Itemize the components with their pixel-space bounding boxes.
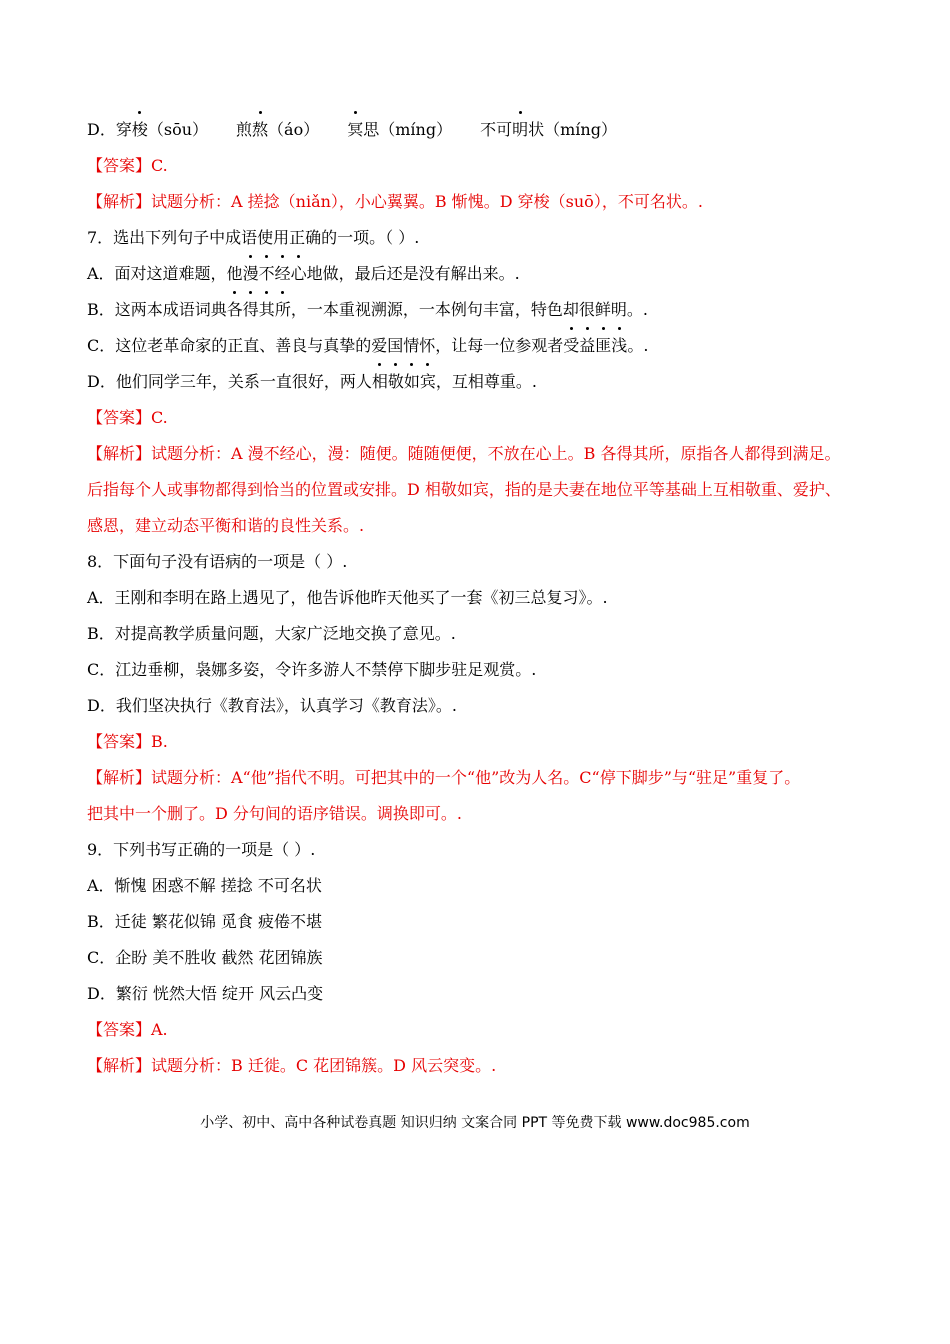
dotted-char: 相 [372,364,388,400]
q9-answer: 【答案】A. [87,1020,168,1039]
option-text: 地做，最后还是没有解出来。. [306,264,520,283]
q7-option-d [87,364,887,400]
pinyin: （áo） [268,120,320,139]
q8-answer: 【答案】B. [87,732,168,751]
dotted-char: 如 [404,364,420,400]
q9-option-d: D．繁衍 恍然大悟 绽开 风云凸变 [87,984,324,1003]
q7-answer: 【答案】C. [87,408,168,427]
q9-option-a: A．惭愧 困惑不解 搓捻 不可名状 [87,876,322,895]
q7-analysis-line-1: 【解析】试题分析：A 漫不经心，漫：随便。随随便便，不放在心上。B 各得其所，原指各人都得到满足。 [87,444,841,463]
dotted-char: 梭 [132,112,148,148]
option-text: C．这位老革命家的正直、善良与真挚的爱国情怀，让每一位参观者 [87,336,564,355]
q8-option-c: C．江边垂柳，袅娜多姿，令许多游人不禁停下脚步驻足观赏。. [87,660,537,679]
option-text: ，一本重视溯源，一本例句丰富，特色却很鲜明。. [290,300,648,319]
dotted-char: 经 [275,256,291,292]
dotted-char: 心 [291,256,307,292]
q8-analysis-line-1: 【解析】试题分析：A“他”指代不明。可把其中的一个“他”改为人名。C“停下脚步”与“驻足”重复了。 [87,768,801,787]
q7-analysis-line-2: 后指每个人或事物都得到恰当的位置或安排。D 相敬如宾，指的是夫妻在地位平等基础上互相敬重、爱护、 [87,480,841,499]
option-text: B．这两本成语词典 [87,300,227,319]
dotted-char: 所 [275,292,291,328]
word-part: 煎 [236,120,253,139]
dotted-char: 不 [259,256,275,292]
q9-option-c: C．企盼 美不胜收 截然 花团锦族 [87,948,323,967]
q7-option-b [87,292,887,328]
dotted-char: 熬 [252,112,268,148]
q6-optd-prefix: D．穿 [87,120,132,139]
q8-option-b: B．对提高教学质量问题，大家广泛地交换了意见。. [87,624,456,643]
q7-option-c [87,328,887,364]
dotted-char: 明 [512,112,528,148]
q8-stem: 8．下面句子没有语病的一项是（ ）. [87,552,348,571]
option-text: A．面对这道难题，他 [87,264,243,283]
option-text: 。. [627,336,649,355]
word-part: 不可 [480,120,513,139]
dotted-char: 宾 [420,364,436,400]
page-footer: 小学、初中、高中各种试卷真题 知识归纳 文案合同 PPT 等免费下载 www.doc985.com [200,1115,750,1131]
dotted-char: 受 [563,328,579,364]
option-text: D．他们同学三年，关系一直很好，两人 [87,372,372,391]
q6-answer: 【答案】C. [87,156,168,175]
dotted-char: 各 [227,292,243,328]
dotted-char: 匪 [595,328,611,364]
q9-option-b: B．迁徒 繁花似锦 觅食 疲倦不堪 [87,912,323,931]
dotted-char: 得 [243,292,259,328]
q6-option-d [87,112,887,148]
q6-analysis: 【解析】试题分析：A 搓捻（niǎn），小心翼翼。B 惭愧。D 穿梭（suō），不可名状。. [87,192,703,211]
word-part: 状（míng） [528,120,617,139]
q8-analysis-line-2: 把其中一个删了。D 分句间的语序错误。调换即可。. [87,804,463,823]
option-text: ，互相尊重。. [435,372,537,391]
q8-option-d: D．我们坚决执行《教育法》，认真学习《教育法》。. [87,696,457,715]
document-body [87,112,887,1084]
dotted-char: 漫 [243,256,259,292]
dotted-char: 其 [259,292,275,328]
q9-stem: 9．下列书写正确的一项是（ ）. [87,840,316,859]
q7-stem: 7．选出下列句子中成语使用正确的一项。（ ）. [87,228,420,247]
pinyin: （sōu） [147,120,209,139]
dotted-char: 益 [579,328,595,364]
q8-option-a: A．王刚和李明在路上遇见了，他告诉他昨天他买了一套《初三总复习》。. [87,588,608,607]
q7-option-a [87,256,887,292]
dotted-char: 敬 [388,364,404,400]
q9-analysis: 【解析】试题分析：B 迁徙。C 花团锦簇。D 风云突变。. [87,1056,497,1075]
dotted-char: 冥 [347,112,363,148]
word-part: 思（míng） [363,120,453,139]
dotted-char: 浅 [611,328,627,364]
q7-analysis-line-3: 感恩，建立动态平衡和谐的良性关系。. [87,516,365,535]
